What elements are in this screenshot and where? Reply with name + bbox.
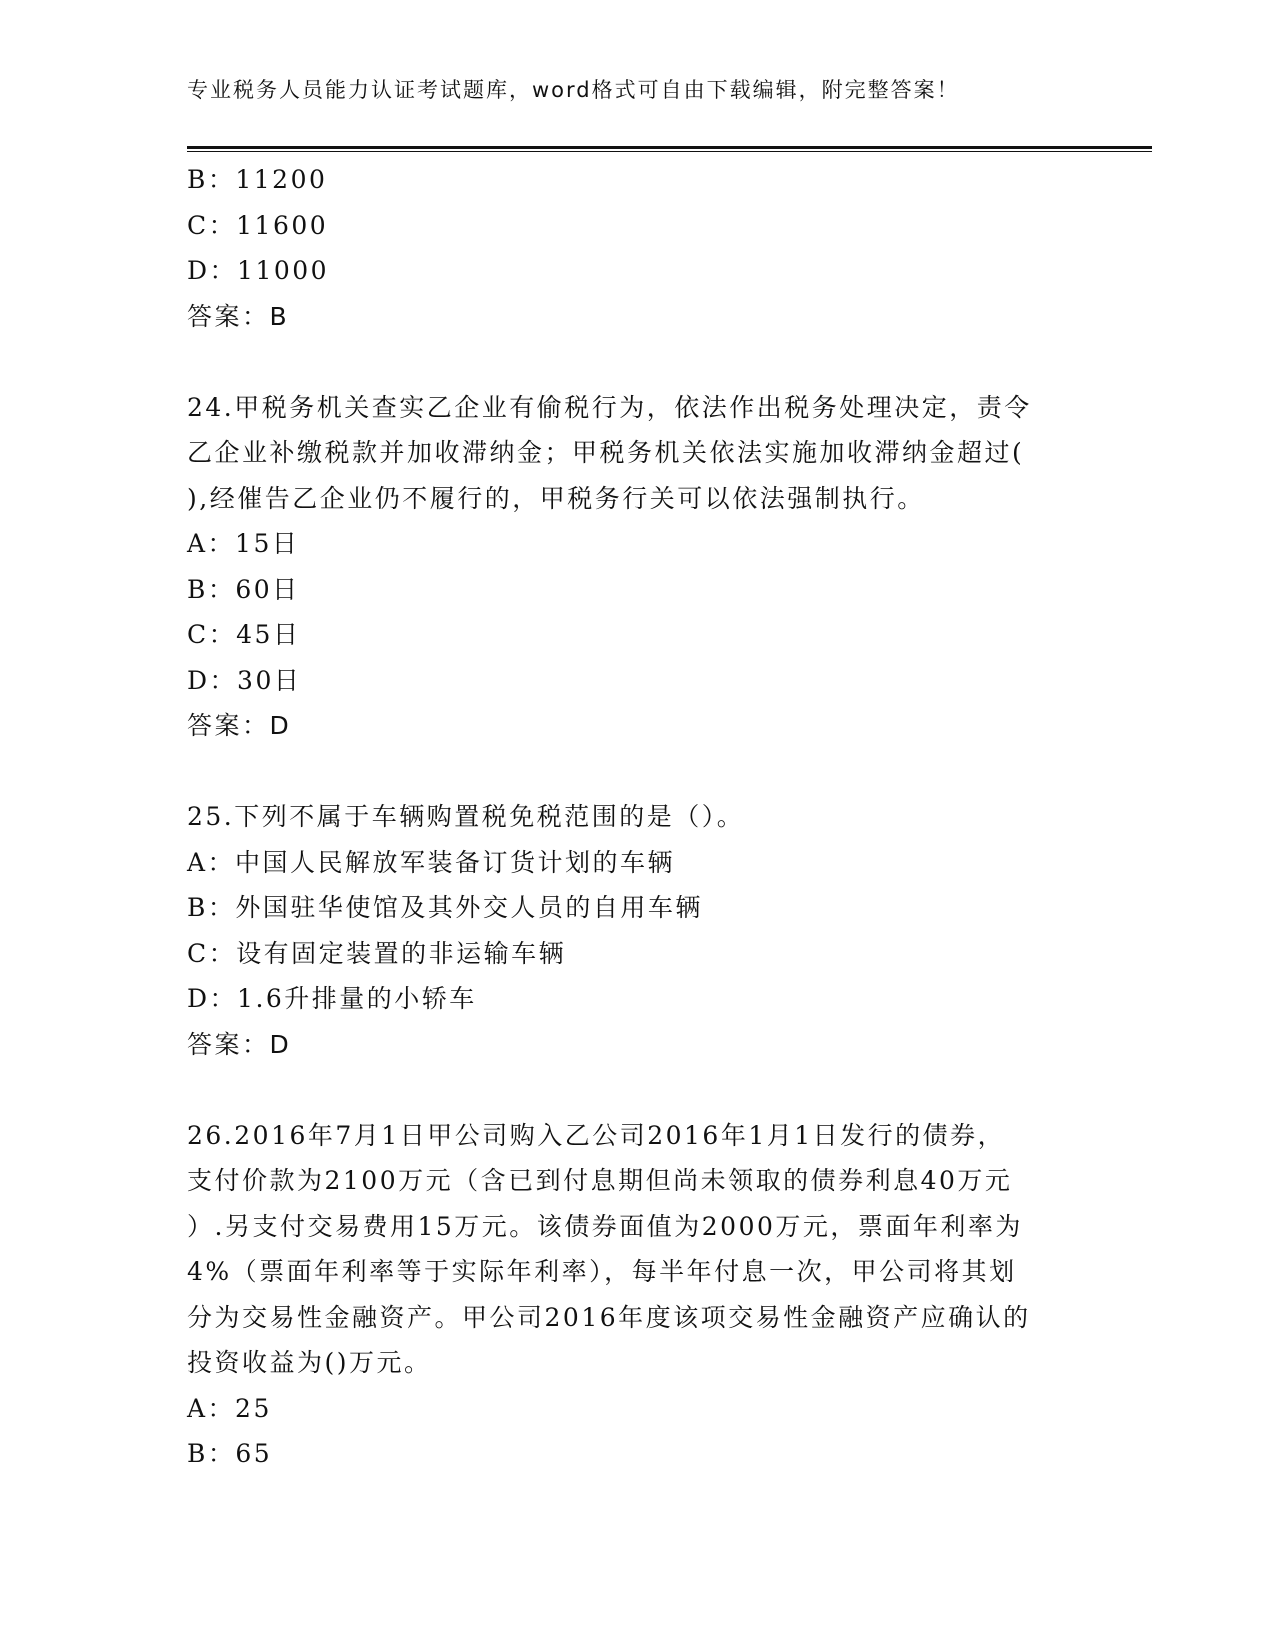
page-header: 专业税务人员能力认证考试题库，word格式可自由下载编辑，附完整答案！ bbox=[187, 78, 960, 102]
option-a: A：25 bbox=[187, 1393, 272, 1423]
option-b: B：65 bbox=[187, 1439, 273, 1468]
question-stem-line: 26.2016年7月1日甲公司购入乙公司2016年1月1日发行的债券， bbox=[187, 1120, 1006, 1150]
question-23-tail bbox=[187, 157, 1087, 339]
question-stem-line: 投资收益为()万元。 bbox=[187, 1348, 432, 1377]
question-25 bbox=[187, 794, 1087, 1067]
option-b: B：60日 bbox=[187, 574, 300, 604]
option-a: A：中国人民解放军装备订货计划的车辆 bbox=[187, 847, 676, 877]
question-stem-line: 分为交易性金融资产。甲公司2016年度该项交易性金融资产应确认的 bbox=[187, 1302, 1031, 1332]
question-stem-line: ),经催告乙企业仍不履行的，甲税务行关可以依法强制执行。 bbox=[187, 483, 925, 513]
answer: 答案：B bbox=[187, 301, 290, 331]
option-d: D：11000 bbox=[187, 256, 330, 285]
option-b: B：11200 bbox=[187, 165, 328, 194]
option-d: D：1.6升排量的小轿车 bbox=[187, 984, 477, 1013]
option-c: C：45日 bbox=[187, 620, 301, 649]
question-stem-line: 25.下列不属于车辆购置税免税范围的是（）。 bbox=[187, 802, 745, 831]
spacer bbox=[187, 339, 1087, 385]
answer: 答案：D bbox=[187, 711, 292, 740]
question-stem-line: ）.另支付交易费用15万元。该债券面值为2000万元，票面年利率为 bbox=[187, 1211, 1023, 1241]
spacer bbox=[187, 749, 1087, 795]
option-b: B：外国驻华使馆及其外交人员的自用车辆 bbox=[187, 893, 703, 922]
option-c: C：设有固定装置的非运输车辆 bbox=[187, 938, 567, 968]
option-c: C：11600 bbox=[187, 210, 329, 240]
question-stem-line: 24.甲税务机关查实乙企业有偷税行为，依法作出税务处理决定，责令 bbox=[187, 392, 1032, 422]
option-d: D：30日 bbox=[187, 665, 302, 695]
option-a: A：15日 bbox=[187, 529, 300, 558]
spacer bbox=[187, 1067, 1087, 1113]
question-24 bbox=[187, 385, 1087, 749]
header-rule-thin bbox=[187, 151, 1152, 152]
question-26 bbox=[187, 1113, 1087, 1477]
question-stem-line: 乙企业补缴税款并加收滞纳金；甲税务机关依法实施加收滞纳金超过( bbox=[187, 438, 1025, 467]
question-stem-line: 支付价款为2100万元（含已到付息期但尚未领取的债券利息40万元 bbox=[187, 1166, 1013, 1195]
answer: 答案：D bbox=[187, 1029, 292, 1059]
question-stem-line: 4%（票面年利率等于实际年利率），每半年付息一次，甲公司将其划 bbox=[187, 1257, 1017, 1286]
header-rule-thick bbox=[187, 146, 1152, 149]
question-content bbox=[187, 157, 1087, 1477]
